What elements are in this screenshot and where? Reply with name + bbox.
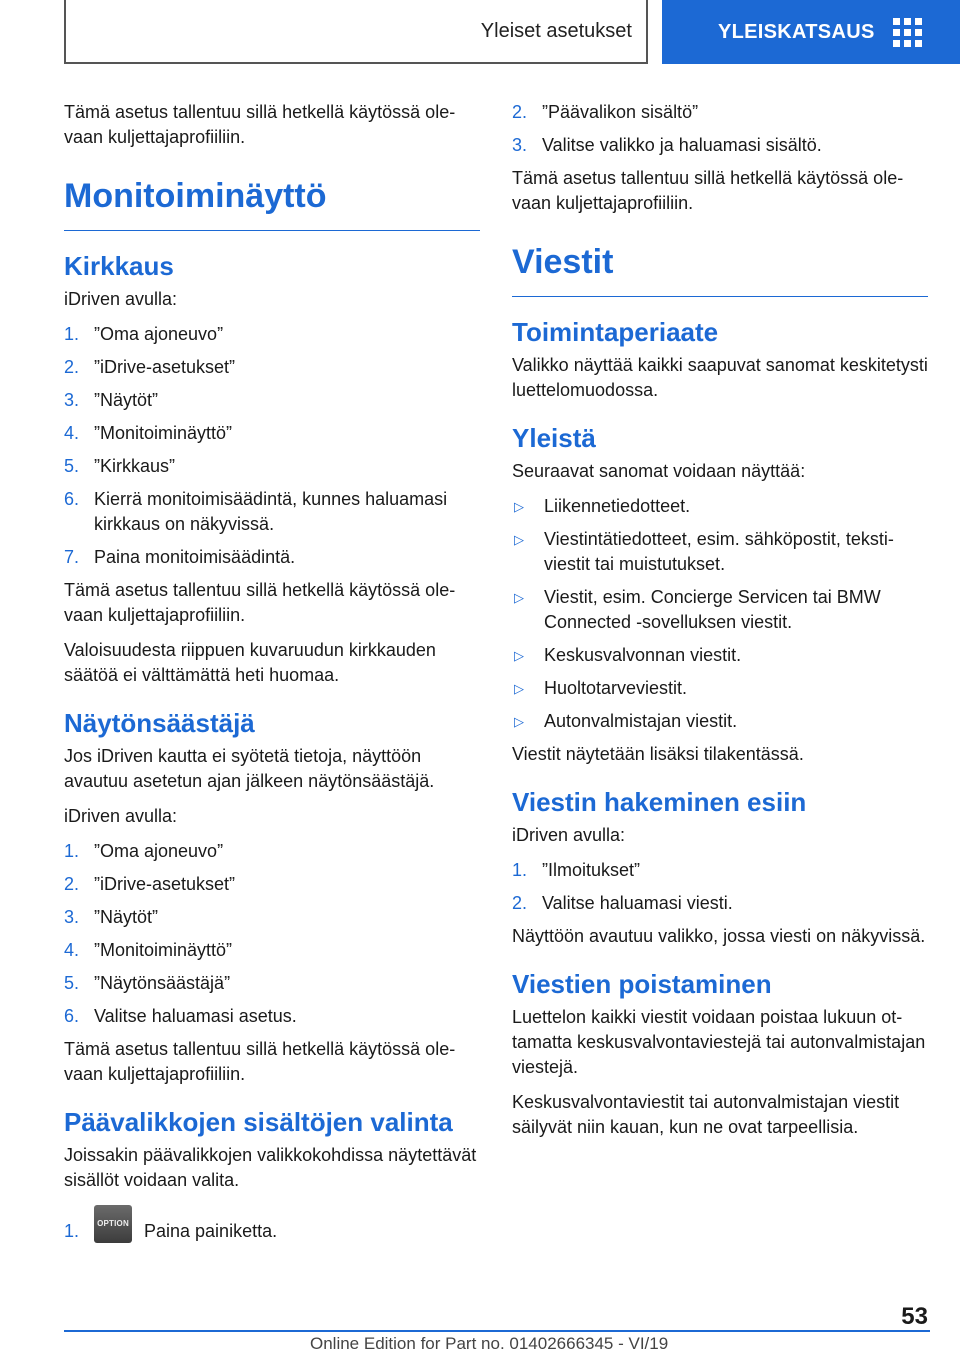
retrieve-note: Näyttöön avautuu valikko, jossa viesti on näkyvissä.	[512, 926, 926, 946]
header-chapter-tab[interactable]	[662, 0, 960, 64]
list-item: ▷ Viestit, esim. Concierge Servicen tai BMW Connected -sovelluksen viestit.	[512, 585, 928, 635]
list-item: 1. ”Oma ajoneuvo”	[64, 324, 224, 344]
footer-divider	[64, 1330, 930, 1332]
subsection-title-main-menu-contents: Päävalikkojen sisältöjen valinta	[64, 1107, 453, 1137]
header-chapter-title: YLEISKATSAUS	[718, 20, 875, 43]
list-item: 3. Valitse valikko ja haluamasi sisältö.	[512, 135, 822, 155]
general-outro: Viestit näytetään lisäksi tilakentässä.	[512, 744, 804, 764]
brightness-steps	[64, 322, 480, 570]
list-item: 3. ”Näytöt”	[64, 390, 159, 410]
subsection-title-general: Yleistä	[512, 423, 596, 453]
header-section-tab	[64, 0, 648, 64]
list-item: 6. Kierrä monitoimisäädintä, kunnes haluamasi kirkkaus on näkyvissä.	[64, 489, 448, 534]
triangle-bullet-icon: ▷	[514, 499, 524, 514]
retrieve-via: iDriven avulla:	[512, 825, 626, 845]
subsection-title-screensaver: Näytönsäästäjä	[64, 708, 255, 738]
footer-edition: Online Edition for Part no. 01402666345 - VI/19	[310, 1334, 669, 1353]
section-title-messages: Viestit	[512, 238, 928, 297]
screensaver-steps	[64, 839, 480, 1029]
right-column	[512, 100, 928, 1150]
list-item: 1. ”Oma ajoneuvo”	[64, 841, 224, 861]
main-menu-steps-continued	[512, 100, 928, 158]
subsection-title-principle: Toimintaperiaate	[512, 317, 719, 347]
left-column	[64, 100, 480, 1252]
list-item: ▷ Huoltotarveviestit.	[512, 676, 928, 701]
triangle-bullet-icon: ▷	[514, 648, 524, 663]
main-menu-desc: Joissakin päävalikkojen valikkokohdissa näytettävät sisällöt voidaan valita.	[64, 1145, 477, 1190]
delete-text-1: Luettelon kaikki viestit voidaan poistaa lukuun ottamatta keskusvalvontaviestejä tai autonvalmistajan viestejä.	[512, 1007, 926, 1077]
list-item: 3. ”Näytöt”	[64, 907, 159, 927]
list-item: 5. ”Kirkkaus”	[64, 456, 176, 476]
grid-icon[interactable]	[893, 18, 922, 47]
list-item: ▷ Viestintätiedotteet, esim. sähköpostit, tekstiviestit tai muistutukset.	[512, 527, 928, 577]
brightness-note-2: Valoisuudesta riippuen kuvaruudun kirkkauden säätöä ei välttämättä heti huomaa.	[64, 640, 436, 685]
screensaver-desc: Jos iDriven kautta ei syötetä tietoja, näyttöön avautuu asetetun ajan jälkeen näytönsäästäjä.	[64, 746, 435, 791]
option-button-icon: OPTION	[94, 1205, 132, 1243]
intro-note: Tämä asetus tallentuu sillä hetkellä käytössä olevaan kuljettajaprofiiliin.	[64, 102, 456, 147]
subsection-title-delete: Viestien poistaminen	[512, 969, 772, 999]
main-menu-steps	[64, 1219, 480, 1244]
subsection-title-retrieve: Viestin hakeminen esiin	[512, 787, 807, 817]
list-item: 4. ”Monitoiminäyttö”	[64, 423, 233, 443]
list-item: 4. ”Monitoiminäyttö”	[64, 940, 233, 960]
list-item: ▷ Autonvalmistajan viestit.	[512, 709, 928, 734]
general-intro: Seuraavat sanomat voidaan näyttää:	[512, 461, 806, 481]
list-item: 5. ”Näytönsäästäjä”	[64, 973, 231, 993]
list-item: 7. Paina monitoimisäädintä.	[64, 547, 296, 567]
header-section-title: Yleiset asetukset	[480, 19, 632, 42]
section-title-multifunction-display: Monitoiminäyttö	[64, 172, 480, 231]
subsection-title-brightness: Kirkkaus	[64, 251, 174, 281]
list-item: 2. ”iDrive-asetukset”	[64, 357, 236, 377]
triangle-bullet-icon: ▷	[514, 532, 524, 547]
page-number: 53	[901, 1303, 928, 1330]
list-item: ▷ Keskusvalvonnan viestit.	[512, 643, 928, 668]
triangle-bullet-icon: ▷	[514, 590, 524, 605]
triangle-bullet-icon: ▷	[514, 714, 524, 729]
list-item: 2. ”Päävalikon sisältö”	[512, 102, 699, 122]
screensaver-note: Tämä asetus tallentuu sillä hetkellä käytössä olevaan kuljettajaprofiiliin.	[64, 1039, 456, 1084]
message-types	[512, 494, 928, 734]
screensaver-via: iDriven avulla:	[64, 806, 178, 826]
triangle-bullet-icon: ▷	[514, 681, 524, 696]
brightness-via: iDriven avulla:	[64, 289, 178, 309]
list-item: 1. OPTION Paina painiketta.	[64, 1219, 480, 1244]
delete-text-2: Keskusvalvontaviestit tai autonvalmistajan viestit säilyvät niin kauan, kun ne ovat tarpeellisia.	[512, 1092, 900, 1137]
principle-text: Valikko näyttää kaikki saapuvat sanomat keskitetysti luettelomuodossa.	[512, 355, 928, 400]
list-item: 2. ”iDrive-asetukset”	[64, 874, 236, 894]
list-item: ▷ Liikennetiedotteet.	[512, 494, 928, 519]
list-item: 6. Valitse haluamasi asetus.	[64, 1006, 297, 1026]
retrieve-steps	[512, 858, 928, 916]
list-item: 1. ”Ilmoitukset”	[512, 860, 641, 880]
main-menu-note: Tämä asetus tallentuu sillä hetkellä käytössä olevaan kuljettajaprofiiliin.	[512, 168, 904, 213]
brightness-note: Tämä asetus tallentuu sillä hetkellä käytössä olevaan kuljettajaprofiiliin.	[64, 580, 456, 625]
list-item: 2. Valitse haluamasi viesti.	[512, 893, 733, 913]
